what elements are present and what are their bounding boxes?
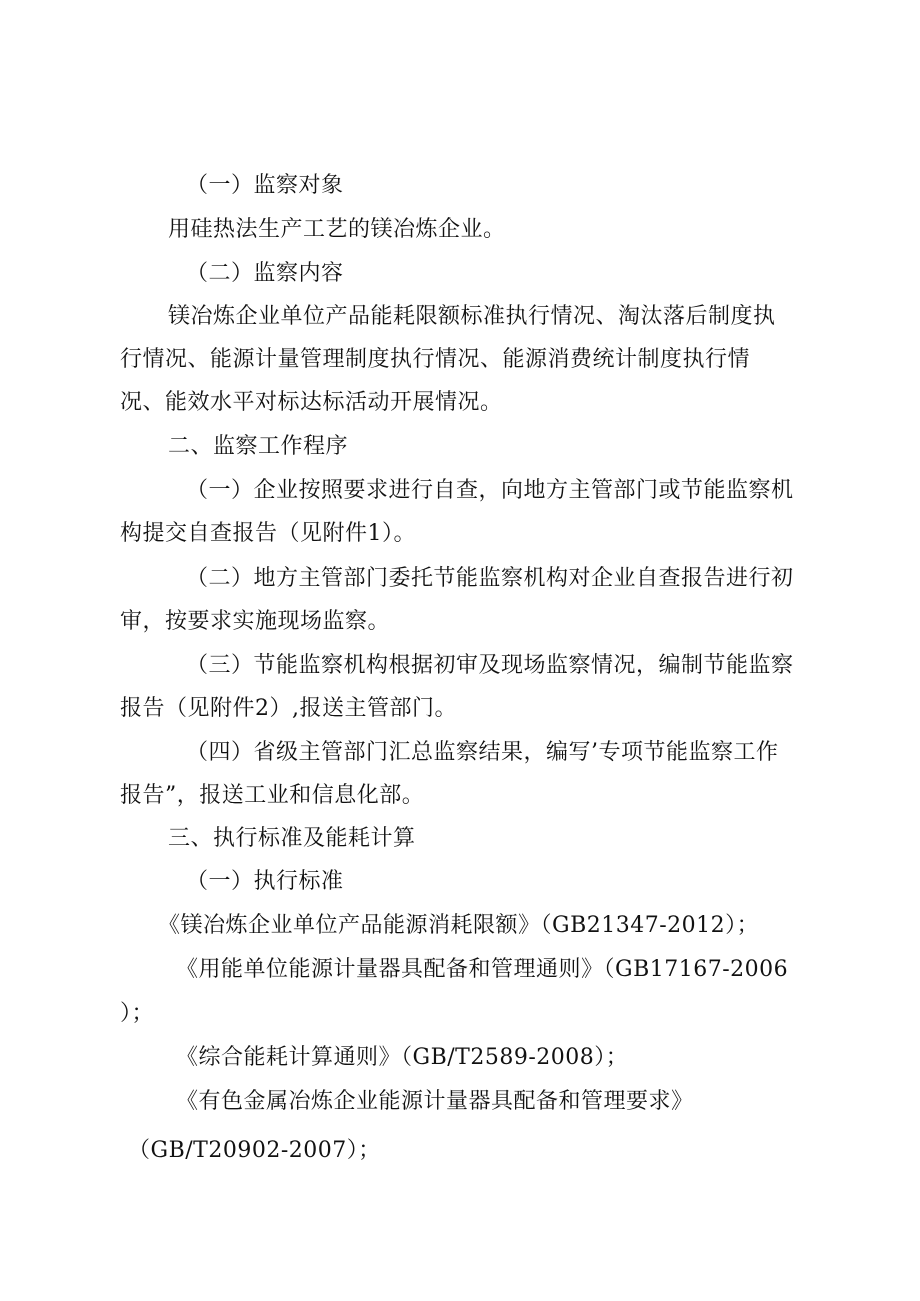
paragraph-line: （三）节能监察机构根据初审及现场监察情况，编制节能监察 (186, 653, 794, 678)
paragraph-line: 报告”，报送工业和信息化部。 (120, 783, 425, 808)
subheading-supervision-content: （二）监察内容 (186, 261, 344, 286)
paragraph-line: 况、能效水平对标达标活动开展情况。 (120, 390, 503, 415)
section-heading-procedure: 二、监察工作程序 (168, 434, 349, 459)
paragraph-line: 审，按要求实施现场监察。 (120, 609, 391, 634)
paragraph-line: （四）省级主管部门汇总监察结果，编写’专项节能监察工作 (186, 740, 779, 765)
standard-reference-line: ）； (120, 1001, 155, 1026)
subheading-standards: （一）执行标准 (186, 869, 344, 894)
paragraph-line: 用硅热法生产工艺的镁冶炼企业。 (168, 217, 506, 242)
subheading-supervision-target: （一）监察对象 (186, 173, 344, 198)
paragraph-line: （二）地方主管部门委托节能监察机构对企业自查报告进行初 (186, 566, 794, 591)
standard-reference-line: 《综合能耗计算通则》（GB/T2589-2008）； (176, 1045, 629, 1070)
standard-reference-line: （GB/T20902-2007）； (128, 1138, 381, 1163)
standard-reference-line: 《有色金属冶炼企业能源计量器具配备和管理要求》 (176, 1089, 694, 1114)
standard-reference-line: 《镁冶炼企业单位产品能源消耗限额》（GB21347-2012）； (158, 913, 760, 938)
paragraph-line: （一）企业按照要求进行自查，向地方主管部门或节能监察机 (186, 478, 794, 503)
paragraph-line: 报告（见附件2）,报送主管部门。 (120, 696, 457, 721)
standard-reference-line: 《用能单位能源计量器具配备和管理通则》（GB17167-2006 (176, 957, 789, 982)
paragraph-line: 行情况、能源计量管理制度执行情况、能源消费统计制度执行情 (120, 347, 751, 372)
paragraph-line: 构提交自查报告（见附件1）。 (120, 521, 416, 546)
section-heading-standards: 三、执行标准及能耗计算 (168, 826, 416, 851)
paragraph-line: 镁冶炼企业单位产品能耗限额标准执行情况、淘汰落后制度执 (168, 304, 776, 329)
